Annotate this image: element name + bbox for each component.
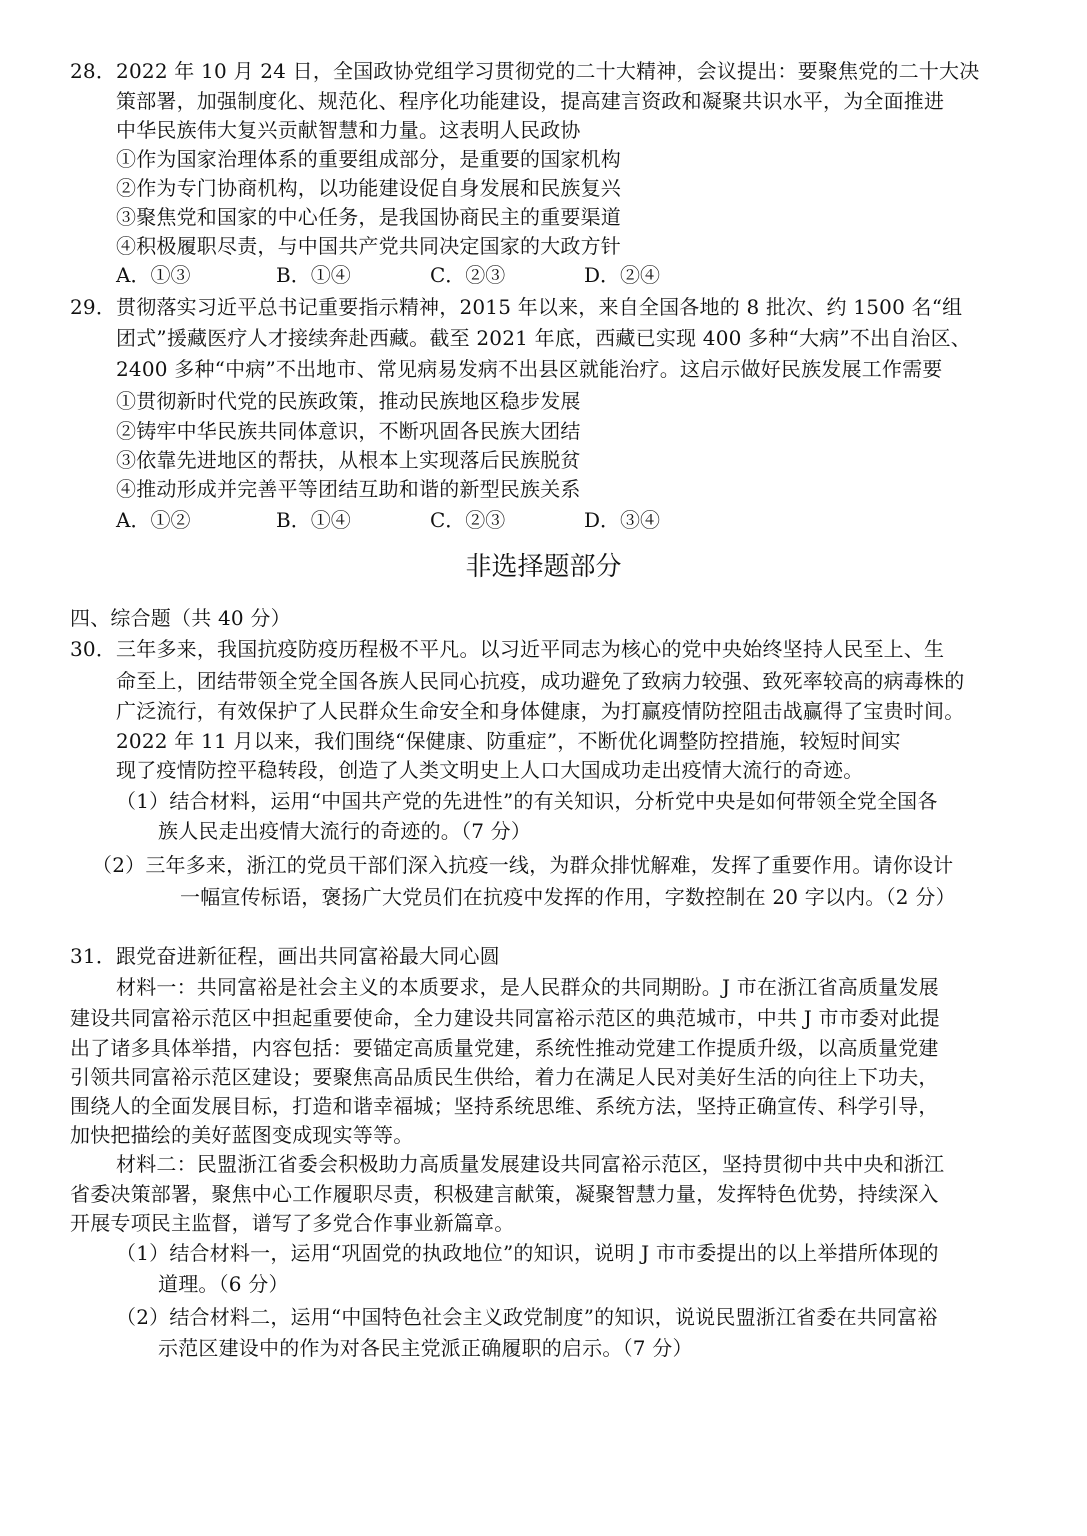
q31-material1-line-6: 加快把描绘的美好蓝图变成现实等等。 [70, 1123, 414, 1147]
q31-material1-line-1: 材料一：共同富裕是社会主义的本质要求，是人民群众的共同期盼。J 市在浙江省高质量发展 [116, 975, 939, 999]
q31-material1-line-3: 出了诸多具体举措，内容包括：要锚定高质量党建，系统性推动党建工作提质升级，以高质量党建 [70, 1036, 939, 1060]
q30-line-1: 30．三年多来，我国抗疫防疫历程极不平凡。以习近平同志为核心的党中央始终坚持人民至上、生 [70, 637, 945, 661]
q28-line-3: 中华民族伟大复兴贡献智慧和力量。这表明人民政协 [116, 118, 581, 142]
q28-item-2: ②作为专门协商机构，以功能建设促自身发展和民族复兴 [116, 176, 621, 200]
q28-option-c: C．②③ [430, 263, 506, 287]
q30-sub2-line-2: 一幅宣传标语，褒扬广大党员们在抗疫中发挥的作用，字数控制在 20 字以内。（2 分） [180, 885, 956, 909]
q28-line-2: 策部署，加强制度化、规范化、程序化功能建设，提高建言资政和凝聚共识水平，为全面推进 [116, 89, 945, 113]
q30-line-4: 2022 年 11 月以来，我们围绕“保健康、防重症”，不断优化调整防控措施，较短时间实 [116, 729, 901, 753]
q30-sub1-line-1: （1）结合材料，运用“中国共产党的先进性”的有关知识，分析党中央是如何带领全党全国各 [116, 789, 938, 813]
q31-sub1-line-2: 道理。（6 分） [158, 1272, 289, 1296]
q28-item-1: ①作为国家治理体系的重要组成部分，是重要的国家机构 [116, 147, 621, 171]
q28-option-b: B．①④ [276, 263, 351, 287]
q30-line-3: 广泛流行，有效保护了人民群众生命安全和身体健康，为打赢疫情防控阻击战赢得了宝贵时间。 [116, 699, 965, 723]
section-heading: 非选择题部分 [465, 552, 622, 582]
q31-material1-line-2: 建设共同富裕示范区中担起重要使命，全力建设共同富裕示范区的典范城市，中共 J 市市委对此提 [70, 1006, 940, 1030]
q31-material1-line-4: 引领共同富裕示范区建设；要聚焦高品质民生供给，着力在满足人民对美好生活的向往上下功夫， [70, 1065, 939, 1089]
q28-line-1: 28．2022 年 10 月 24 日，全国政协党组学习贯彻党的二十大精神，会议提出：要聚焦党的二十大决 [70, 59, 980, 83]
q28-item-4: ④积极履职尽责，与中国共产党共同决定国家的大政方针 [116, 234, 621, 258]
q31-material1-line-5: 围绕人的全面发展目标，打造和谐幸福城；坚持系统思维、系统方法，坚持正确宣传、科学引导， [70, 1094, 939, 1118]
q29-option-d: D．③④ [584, 508, 661, 532]
q29-option-a: A．①② [116, 508, 191, 532]
q29-option-b: B．①④ [276, 508, 351, 532]
q31-title: 31．跟党奋进新征程，画出共同富裕最大同心圆 [70, 944, 500, 968]
q29-item-1: ①贯彻新时代党的民族政策，推动民族地区稳步发展 [116, 389, 581, 413]
q29-item-4: ④推动形成并完善平等团结互助和谐的新型民族关系 [116, 477, 581, 501]
q31-sub1-line-1: （1）结合材料一，运用“巩固党的执政地位”的知识，说明 J 市市委提出的以上举措所体现的 [116, 1241, 939, 1265]
q31-material2-line-1: 材料二：民盟浙江省委会积极助力高质量发展建设共同富裕示范区，坚持贯彻中共中央和浙江 [116, 1152, 945, 1176]
q28-option-a: A．①③ [116, 263, 191, 287]
q29-item-3: ③依靠先进地区的帮扶，从根本上实现落后民族脱贫 [116, 448, 581, 472]
q31-sub2-line-1: （2）结合材料二，运用“中国特色社会主义政党制度”的知识，说说民盟浙江省委在共同富裕 [116, 1305, 938, 1329]
q30-sub2-line-1: （2）三年多来，浙江的党员干部们深入抗疫一线，为群众排忧解难，发挥了重要作用。请你设计 [92, 853, 954, 877]
q31-material2-line-2: 省委决策部署，聚焦中心工作履职尽责，积极建言献策，凝聚智慧力量，发挥特色优势，持续深入 [70, 1182, 939, 1206]
q29-line-3: 2400 多种“中病”不出地市、常见病易发病不出县区就能治疗。这启示做好民族发展工作需要 [116, 357, 943, 381]
q28-item-3: ③聚焦党和国家的中心任务，是我国协商民主的重要渠道 [116, 205, 621, 229]
q30-sub1-line-2: 族人民走出疫情大流行的奇迹的。（7 分） [158, 819, 532, 843]
q31-sub2-line-2: 示范区建设中的作为对各民主党派正确履职的启示。（7 分） [158, 1336, 693, 1360]
q30-line-5: 现了疫情防控平稳转段，创造了人类文明史上人口大国成功走出疫情大流行的奇迹。 [116, 758, 864, 782]
q29-option-c: C．②③ [430, 508, 506, 532]
q31-material2-line-3: 开展专项民主监督，谱写了多党合作事业新篇章。 [70, 1211, 515, 1235]
q28-option-d: D．②④ [584, 263, 661, 287]
q30-line-2: 命至上，团结带领全党全国各族人民同心抗疫，成功避免了致病力较强、致死率较高的病毒株的 [116, 669, 965, 693]
part4-title: 四、综合题（共 40 分） [70, 606, 291, 630]
q29-line-2: 团式”援藏医疗人才接续奔赴西藏。截至 2021 年底，西藏已实现 400 多种“大病”不出自治区、 [116, 326, 971, 350]
q29-line-1: 29．贯彻落实习近平总书记重要指示精神，2015 年以来，来自全国各地的 8 批次、约 1500 名“组 [70, 295, 963, 319]
q29-item-2: ②铸牢中华民族共同体意识，不断巩固各民族大团结 [116, 419, 581, 443]
